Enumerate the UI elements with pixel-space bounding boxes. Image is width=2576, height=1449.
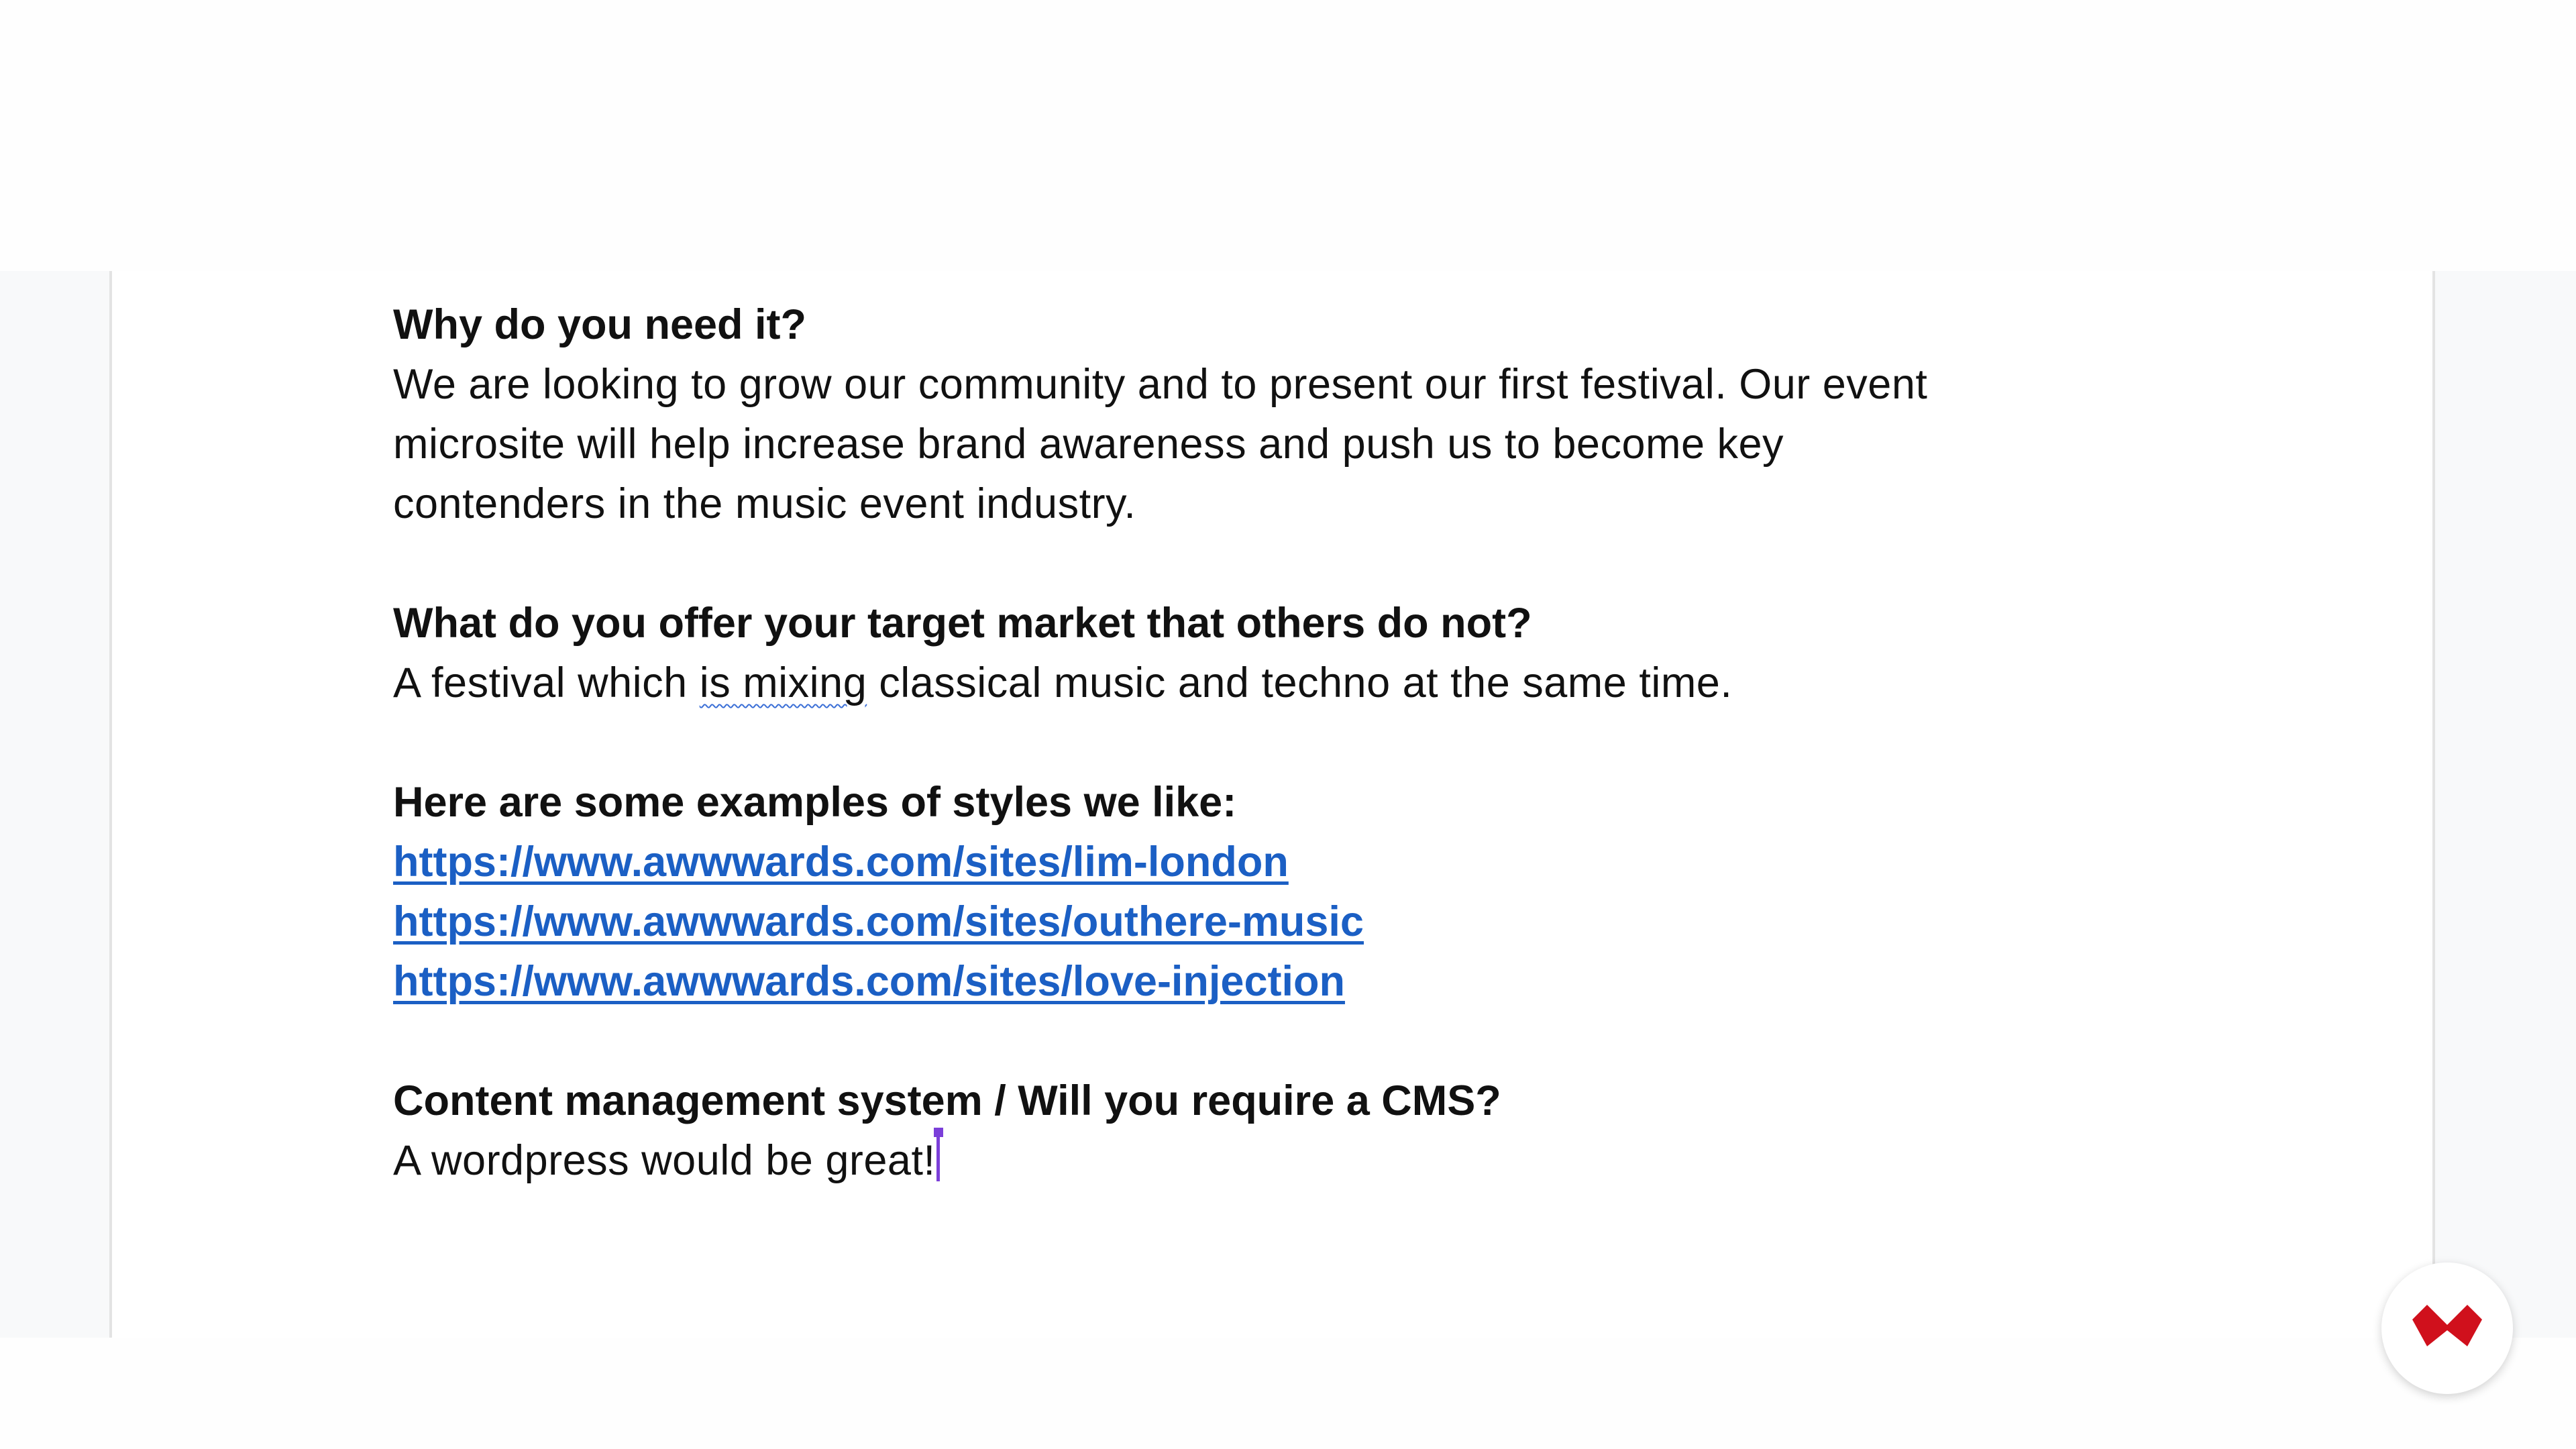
answer-text: A festival which [393, 659, 700, 706]
answer-line: microsite will help increase brand awareness and push us to become key [393, 421, 1784, 468]
answer-line [393, 653, 2204, 713]
answer-line [393, 1131, 2204, 1191]
paragraph-spacer [393, 534, 2204, 594]
answer-text: classical music and techno at the same time. [867, 659, 1733, 706]
question-heading: Why do you need it? [393, 301, 806, 348]
example-link[interactable]: https://www.awwwards.com/sites/lim-london [393, 839, 1289, 885]
question-heading: Here are some examples of styles we like: [393, 779, 1237, 826]
answer-line: We are looking to grow our community and to present our first festival. Our event [393, 361, 1928, 408]
answer-line: contenders in the music event industry. [393, 480, 1136, 527]
example-link[interactable]: https://www.awwwards.com/sites/outhere-music [393, 898, 1364, 945]
example-link[interactable]: https://www.awwwards.com/sites/love-injection [393, 958, 1345, 1005]
red-chevron-logo-icon [2412, 1305, 2482, 1352]
question-heading: Content management system / Will you require a CMS? [393, 1077, 1501, 1124]
paragraph-spacer [393, 1012, 2204, 1071]
text-cursor [936, 1134, 940, 1181]
document-body[interactable] [393, 295, 2204, 1191]
answer-text: A wordpress would be great! [393, 1137, 936, 1184]
spellcheck-flagged-text[interactable]: is mixing [699, 659, 867, 706]
brand-badge-button[interactable] [2381, 1263, 2513, 1394]
question-heading: What do you offer your target market that others do not? [393, 600, 1532, 647]
paragraph-spacer [393, 713, 2204, 773]
